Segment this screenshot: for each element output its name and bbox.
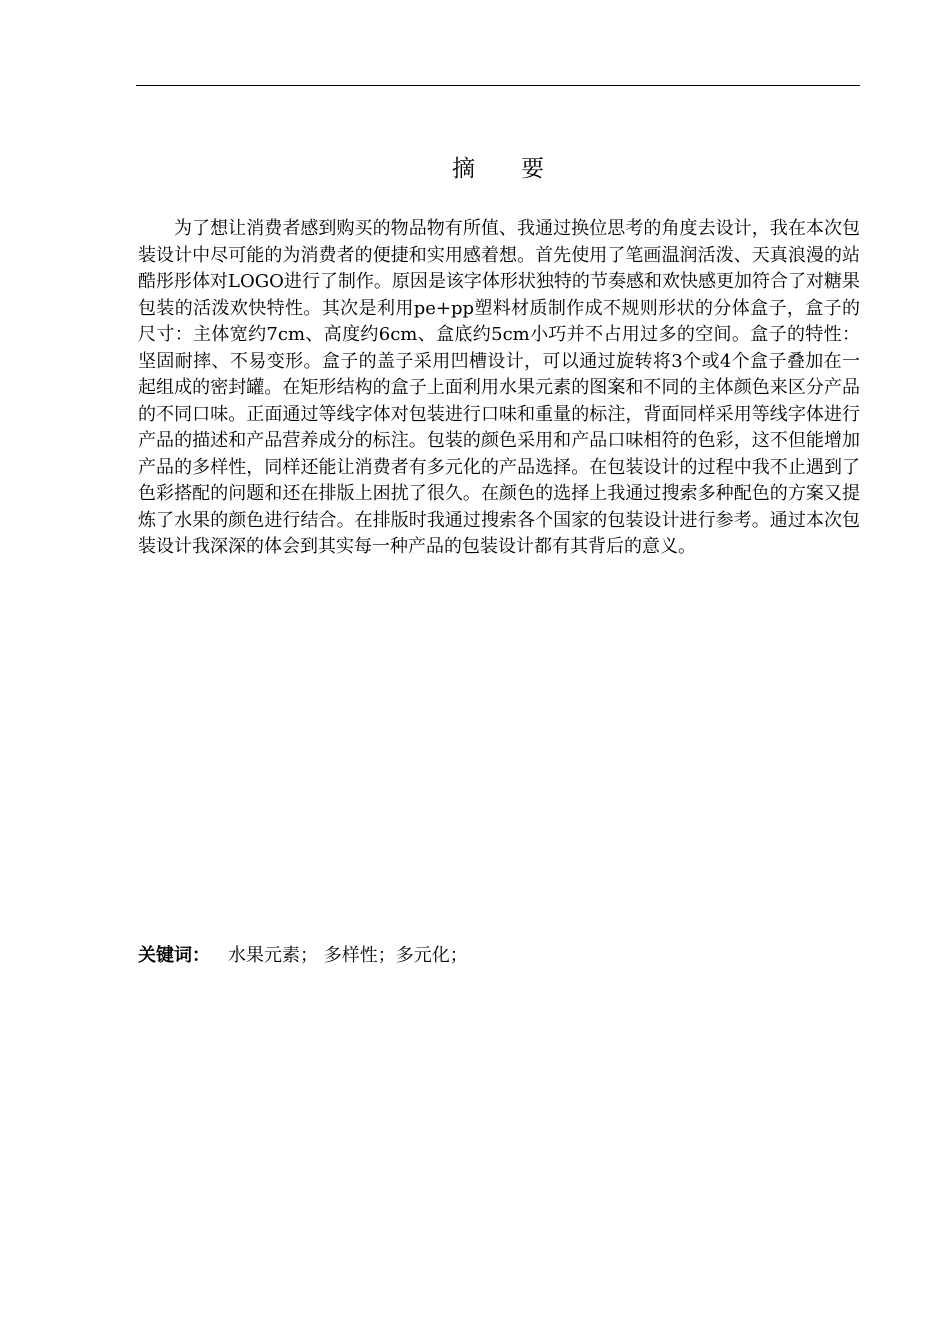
abstract-title-char-1: 摘 (452, 156, 475, 182)
abstract-title-char-2: 要 (521, 156, 544, 182)
keywords-label: 关键词： (138, 945, 210, 966)
keywords-line (138, 942, 860, 970)
keywords-value: 水果元素； 多样性；多元化； (228, 945, 468, 966)
abstract-body: 为了想让消费者感到购买的物品物有所值、我通过换位思考的角度去设计，我在本次包装设计中尽可能的为消费者的便捷和实用感着想。首先使用了笔画温润活泼、天真浪漫的站酷彤彤体对LOGO进行了制作。原因是该字体形状独特的节奏感和欢快感更加符合了对糖果包装的活泼欢快特性。其次是利用pe+pp塑料材质制作成不规则形状的分体盒子，盒子的尺寸：主体宽约7cm、高度约6cm、盒底约5cm小巧并不占用过多的空间。盒子的特性：坚固耐摔、不易变形。盒子的盖子采用凹槽设计，可以通过旋转将3个或4个盒子叠加在一起组成的密封罐。在矩形结构的盒子上面利用水果元素的图案和不同的主体颜色来区分产品的不同口味。正面通过等线字体对包装进行口味和重量的标注，背面同样采用等线字体进行产品的描述和产品营养成分的标注。包装的颜色采用和产品口味相符的色彩，这不但能增加产品的多样性，同样还能让消费者有多元化的产品选择。在包装设计的过程中我不止遇到了色彩搭配的问题和还在排版上困扰了很久。在颜色的选择上我通过搜索多种配色的方案又提炼了水果的颜色进行结合。在排版时我通过搜索各个国家的包装设计进行参考。通过本次包装设计我深深的体会到其实每一种产品的包装设计都有其背后的意义。 (138, 218, 860, 557)
header-rule (136, 85, 860, 86)
abstract-title (136, 152, 860, 186)
